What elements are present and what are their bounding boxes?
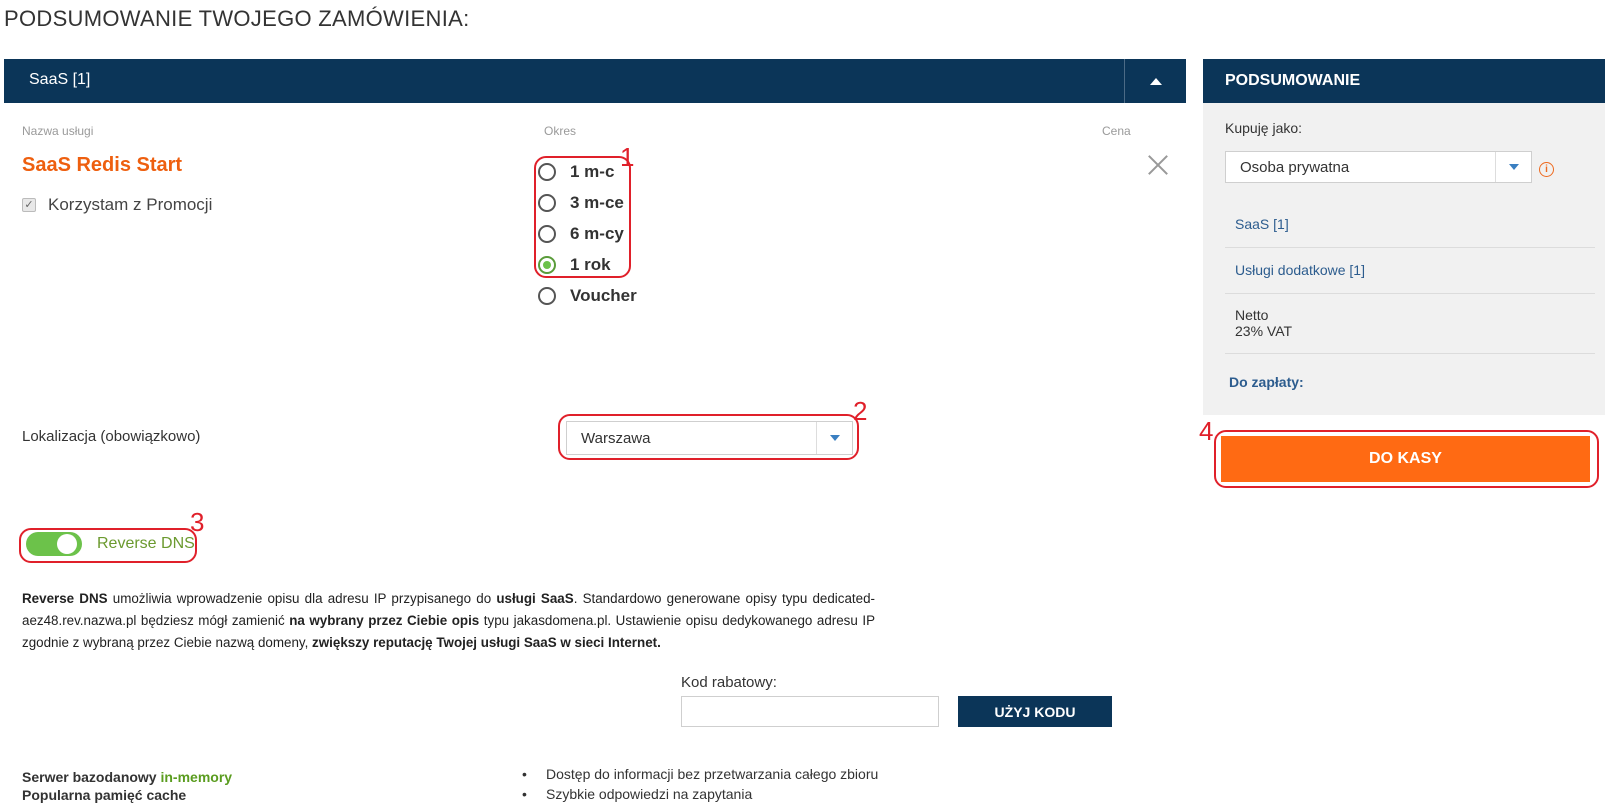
annotation-number-3: 3 xyxy=(190,507,205,537)
divider xyxy=(1225,293,1595,294)
reverse-dns-description: Reverse DNS umożliwia wprowadzenie opisu dla adresu IP przypisanego do usługi SaaS. Standardowo generowane opisy typu dedicated-aez48.rev.nazwa.pl będziesz mógł zamienić na wybrany przez Ciebie opis typu jakasdomena.pl. Ustawienie opisu dedykowanego adresu IP zgodnie z wybraną przez Ciebie nazwą domeny, zwiększy reputację Twojej usługi SaaS w sieci Internet. xyxy=(22,591,876,650)
order-section-header xyxy=(4,59,1186,103)
buyer-type-value: Osoba prywatna xyxy=(1240,158,1350,176)
to-pay-label: Do zapłaty: xyxy=(1229,374,1304,390)
chevron-down-icon xyxy=(1509,164,1519,170)
list-item: • Dostęp do informacji bez przetwarzania całego zbioru xyxy=(522,764,878,784)
net-label: Netto xyxy=(1235,307,1269,323)
summary-link-extras[interactable]: Usługi dodatkowe [1] xyxy=(1235,262,1365,278)
annotation-box-3 xyxy=(19,528,197,563)
annotation-box-4 xyxy=(1214,430,1599,488)
annotation-number-2: 2 xyxy=(853,396,868,426)
collapse-button[interactable] xyxy=(1124,59,1186,103)
discount-code-label: Kod rabatowy: xyxy=(681,674,777,691)
annotation-box-2 xyxy=(558,414,859,460)
checkout-button[interactable]: DO KASY xyxy=(1221,436,1590,482)
feature-headline: Serwer bazodanowy in-memory Popularna pamięć cache xyxy=(22,769,233,803)
period-label: Voucher xyxy=(570,285,637,305)
dropdown-arrow[interactable] xyxy=(1495,152,1531,182)
service-name: SaaS Redis Start xyxy=(22,154,183,176)
buyer-type-select[interactable] xyxy=(1225,151,1532,183)
annotation-number-4: 4 xyxy=(1199,416,1214,446)
discount-code-input[interactable] xyxy=(681,696,939,727)
column-header-service: Nazwa usługi xyxy=(22,124,94,138)
page-title: PODSUMOWANIE TWOJEGO ZAMÓWIENIA: xyxy=(4,6,470,31)
feature-bullet-list xyxy=(522,764,878,804)
reverse-dns-label: Reverse DNS xyxy=(97,535,195,552)
promo-checkbox[interactable]: ✓ xyxy=(22,198,36,212)
vat-label: 23% VAT xyxy=(1235,323,1293,339)
location-value: Warszawa xyxy=(581,429,651,447)
remove-item-button[interactable] xyxy=(1145,152,1171,178)
summary-panel xyxy=(1203,59,1605,415)
period-label: 3 m-ce xyxy=(570,192,624,212)
divider xyxy=(1225,353,1595,354)
info-icon[interactable]: i xyxy=(1539,162,1554,177)
column-header-price: Cena xyxy=(1102,124,1131,138)
annotation-box-1 xyxy=(534,156,631,278)
period-option-voucher[interactable] xyxy=(538,280,637,311)
period-label: 1 rok xyxy=(570,254,611,274)
period-label: 1 m-c xyxy=(570,161,615,181)
promo-label: Korzystam z Promocji xyxy=(48,195,213,214)
apply-code-button[interactable]: UŻYJ KODU xyxy=(958,696,1112,727)
buy-as-label: Kupuję jako: xyxy=(1225,120,1303,136)
order-section-title: SaaS [1] xyxy=(29,71,91,88)
list-item: • Szybkie odpowiedzi na zapytania xyxy=(522,784,878,804)
divider xyxy=(1225,247,1595,248)
column-header-period: Okres xyxy=(544,124,577,138)
period-label: 6 m-cy xyxy=(570,223,624,243)
summary-link-saas[interactable]: SaaS [1] xyxy=(1235,216,1289,232)
radio-icon[interactable] xyxy=(538,287,556,305)
annotation-number-1: 1 xyxy=(620,142,635,172)
price-breakdown xyxy=(1235,307,1292,339)
summary-header: PODSUMOWANIE xyxy=(1203,59,1605,103)
location-label: Lokalizacja (obowiązkowo) xyxy=(22,428,201,445)
promo-checkbox-row[interactable] xyxy=(22,195,212,215)
caret-up-icon xyxy=(1150,78,1162,85)
